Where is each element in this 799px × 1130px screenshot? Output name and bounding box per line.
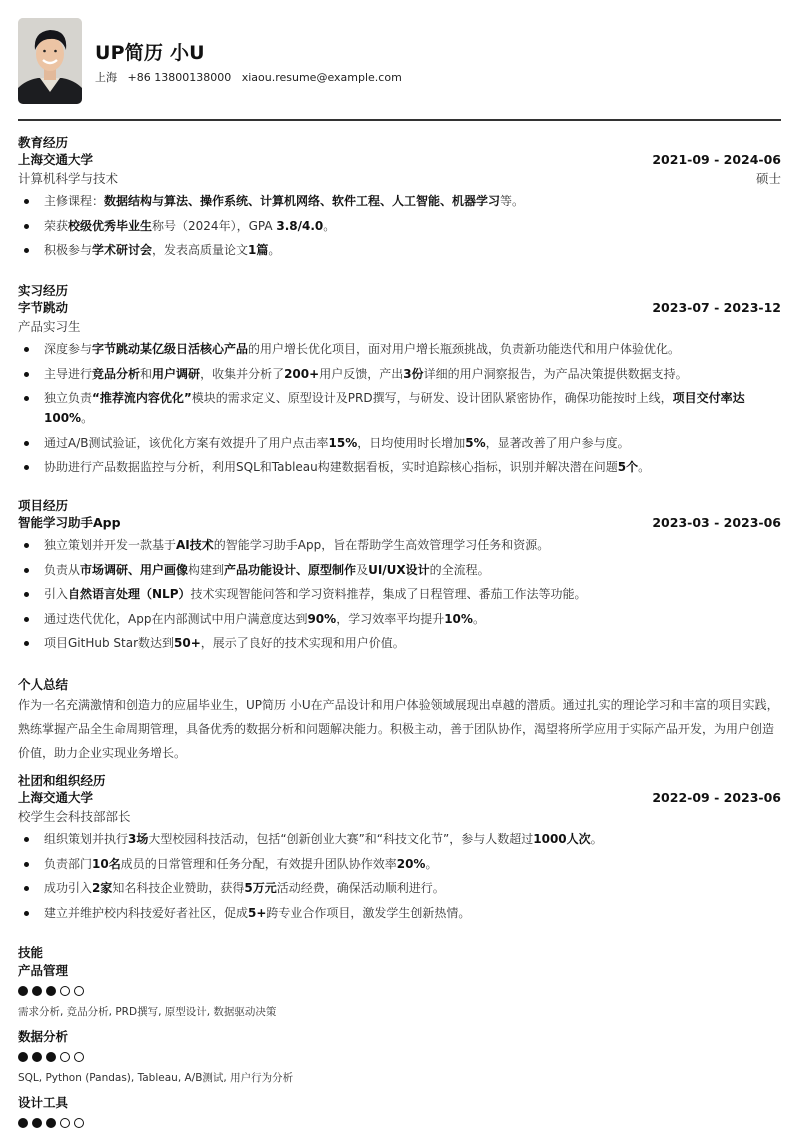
skill-level-rating xyxy=(18,1049,781,1065)
role: 校学生会科技部部长 xyxy=(18,809,131,824)
section-title: 实习经历 xyxy=(18,283,69,298)
skills-list xyxy=(18,961,781,1130)
school-name: 上海交通大学 xyxy=(18,152,94,167)
empty-dot-icon xyxy=(60,1052,70,1062)
contact-phone: +86 13800138000 xyxy=(127,71,232,84)
bullet-list xyxy=(18,535,781,653)
bullet-item: 组织策划并执行3场大型校园科技活动，包括“创新创业大赛”和“科技文化节”，参与人数超过1000人次。 xyxy=(18,829,781,849)
bullet-item: 荣获校级优秀毕业生称号（2024年），GPA 3.8/4.0。 xyxy=(18,216,781,236)
bullet-item: 成功引入2家知名科技企业赞助，获得5万元活动经费，确保活动顺利进行。 xyxy=(18,878,781,898)
bullet-item: 通过迭代优化，App在内部测试中用户满意度达到90%，学习效率平均提升10%。 xyxy=(18,609,781,629)
section-title: 项目经历 xyxy=(18,498,69,513)
entry-subheader xyxy=(18,169,781,188)
role: 产品实习生 xyxy=(18,319,81,334)
section-internship xyxy=(18,282,781,482)
filled-dot-icon xyxy=(32,1118,42,1128)
section-title: 个人总结 xyxy=(18,677,69,692)
contact-email[interactable]: xiaou.resume@example.com xyxy=(241,71,402,84)
entry-date: 2021-09 - 2024-06 xyxy=(652,152,781,167)
summary-text: 作为一名充满激情和创造力的应届毕业生，UP简历 小U在产品设计和用户体验领域展现出卓越的潜质。通过扎实的理论学习和丰富的项目实践，熟练掌握产品全生命周期管理，具备优秀的数据分析和问题解决能力。积极主动，善于团队协作，渴望将所学应用于实际产品开发，为用户创造价值，助力企业实现业务增长。 xyxy=(18,698,779,760)
skill-item xyxy=(18,1027,781,1087)
section-education xyxy=(18,134,781,265)
contact-city: 上海 xyxy=(95,71,117,84)
filled-dot-icon xyxy=(46,1118,56,1128)
entry-date: 2023-07 - 2023-12 xyxy=(652,300,781,315)
filled-dot-icon xyxy=(32,986,42,996)
bullet-list xyxy=(18,339,781,477)
entry-subheader xyxy=(18,317,781,336)
filled-dot-icon xyxy=(18,986,28,996)
section-summary xyxy=(18,676,781,765)
entry-date: 2022-09 - 2023-06 xyxy=(652,790,781,805)
bullet-item: 建立并维护校内科技爱好者社区，促成5+跨专业合作项目，激发学生创新热情。 xyxy=(18,903,781,923)
skill-description: SQL, Python (Pandas), Tableau, A/B测试, 用户行为分析 xyxy=(18,1072,294,1084)
bullet-item: 引入自然语言处理（NLP）技术实现智能问答和学习资料推荐，集成了日程管理、番茄工作法等功能。 xyxy=(18,584,781,604)
entry-header xyxy=(18,151,781,169)
skill-level-rating xyxy=(18,1115,781,1130)
skill-name: 产品管理 xyxy=(18,963,69,978)
header-divider xyxy=(18,119,781,121)
bullet-item: 负责部门10名成员的日常管理和任务分配，有效提升团队协作效率20%。 xyxy=(18,854,781,874)
filled-dot-icon xyxy=(18,1052,28,1062)
org-name: 上海交通大学 xyxy=(18,790,94,805)
contact-info xyxy=(95,69,409,85)
skill-level-rating xyxy=(18,983,781,999)
section-skills xyxy=(18,944,781,1130)
resume-page xyxy=(18,0,781,1110)
bullet-item: 主修课程：数据结构与算法、操作系统、计算机网络、软件工程、人工智能、机器学习等。 xyxy=(18,191,781,211)
bullet-item: 主导进行竞品分析和用户调研，收集并分析了200+用户反馈，产出3份详细的用户洞察报告，为产品决策提供数据支持。 xyxy=(18,364,781,384)
entry-header xyxy=(18,299,781,317)
bullet-item: 项目GitHub Star数达到50+，展示了良好的技术实现和用户价值。 xyxy=(18,633,781,653)
project-name: 智能学习助手App xyxy=(18,515,121,530)
section-title: 教育经历 xyxy=(18,135,69,150)
skill-description: 需求分析, 竞品分析, PRD撰写, 原型设计, 数据驱动决策 xyxy=(18,1006,277,1018)
bullet-item: 通过A/B测试验证，该优化方案有效提升了用户点击率15%，日均使用时长增加5%，显著改善了用户参与度。 xyxy=(18,433,781,453)
entry-header xyxy=(18,789,781,807)
entry-date: 2023-03 - 2023-06 xyxy=(652,515,781,530)
section-title: 技能 xyxy=(18,945,44,960)
bullet-item: 独立策划并开发一款基于AI技术的智能学习助手App，旨在帮助学生高效管理学习任务和资源。 xyxy=(18,535,781,555)
bullet-item: 负责从市场调研、用户画像构建到产品功能设计、原型制作及UI/UX设计的全流程。 xyxy=(18,560,781,580)
skill-name: 数据分析 xyxy=(18,1029,69,1044)
empty-dot-icon xyxy=(60,986,70,996)
filled-dot-icon xyxy=(32,1052,42,1062)
filled-dot-icon xyxy=(46,986,56,996)
empty-dot-icon xyxy=(74,1118,84,1128)
entry-subheader xyxy=(18,807,781,826)
skill-name: 设计工具 xyxy=(18,1095,69,1110)
filled-dot-icon xyxy=(18,1118,28,1128)
bullet-item: 深度参与字节跳动某亿级日活核心产品的用户增长优化项目，面对用户增长瓶颈挑战，负责新功能迭代和用户体验优化。 xyxy=(18,339,781,359)
major: 计算机科学与技术 xyxy=(18,171,119,186)
bullet-list xyxy=(18,829,781,923)
section-club xyxy=(18,772,781,927)
profile-photo xyxy=(18,18,82,104)
candidate-name: UP简历 小U xyxy=(95,42,205,64)
bullet-item: 积极参与学术研讨会，发表高质量论文1篇。 xyxy=(18,240,781,260)
bullet-list xyxy=(18,191,781,260)
section-title: 社团和组织经历 xyxy=(18,773,106,788)
skill-item xyxy=(18,961,781,1021)
section-project xyxy=(18,497,781,658)
company-name: 字节跳动 xyxy=(18,300,69,315)
bullet-item: 独立负责“推荐流内容优化”模块的需求定义、原型设计及PRD撰写，与研发、设计团队紧密协作，确保功能按时上线，项目交付率达100%。 xyxy=(18,388,781,428)
empty-dot-icon xyxy=(60,1118,70,1128)
degree: 硕士 xyxy=(755,171,781,186)
entry-header xyxy=(18,514,781,532)
skill-item xyxy=(18,1093,781,1130)
resume-header xyxy=(18,0,781,120)
empty-dot-icon xyxy=(74,1052,84,1062)
filled-dot-icon xyxy=(46,1052,56,1062)
empty-dot-icon xyxy=(74,986,84,996)
bullet-item: 协助进行产品数据监控与分析，利用SQL和Tableau构建数据看板，实时追踪核心指标，识别并解决潜在问题5个。 xyxy=(18,457,781,477)
